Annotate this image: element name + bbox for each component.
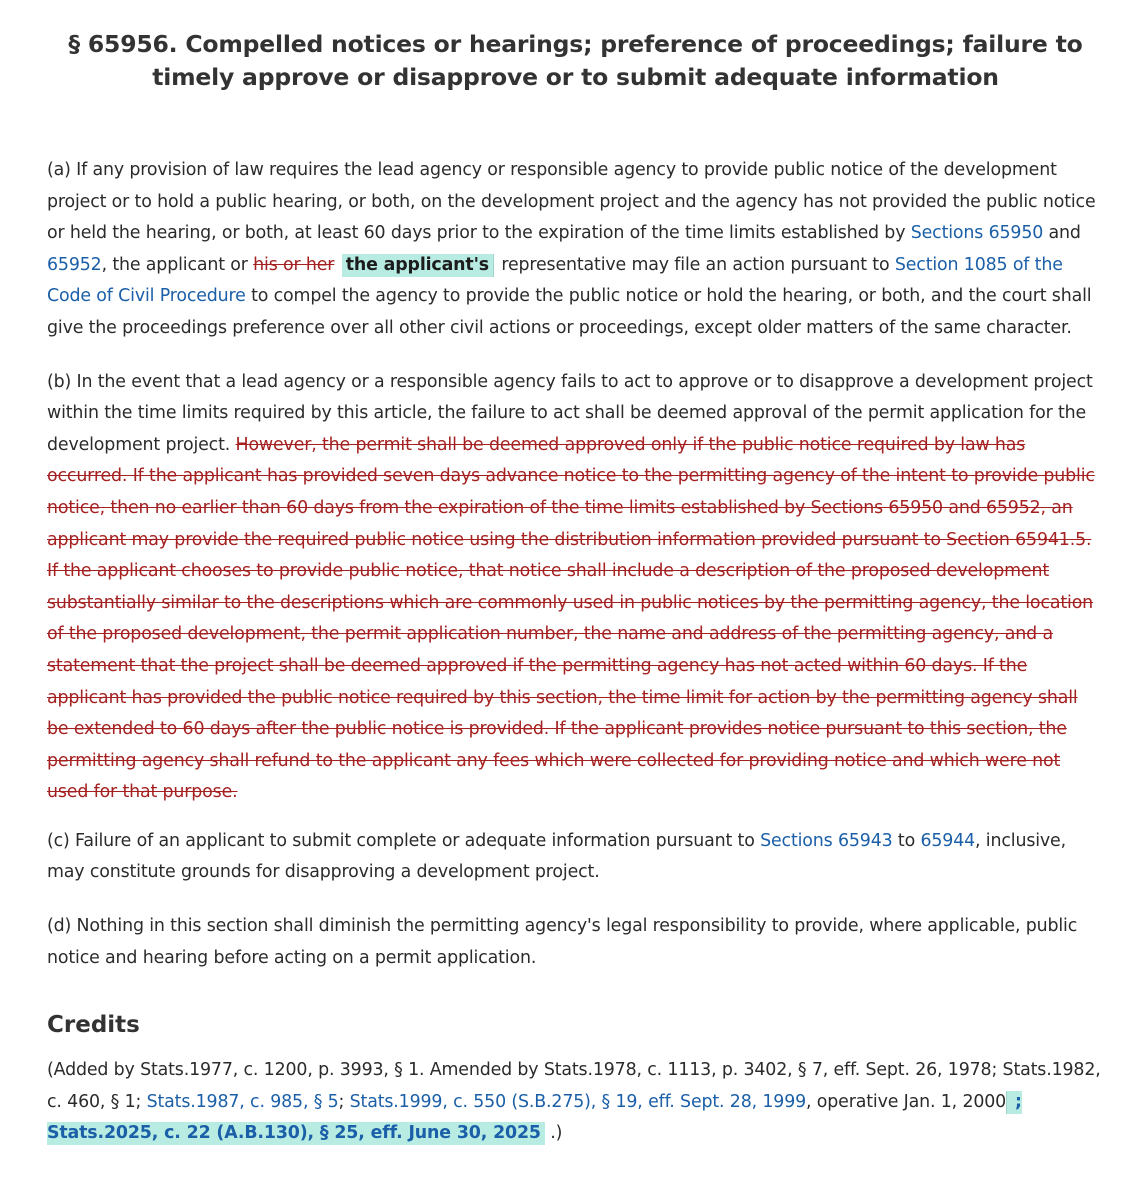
link-section-65952[interactable]: 65952 bbox=[47, 254, 102, 275]
deleted-text-his-or-her: his or her bbox=[253, 254, 335, 275]
link-sections-65943[interactable]: Sections 65943 bbox=[760, 830, 893, 851]
paragraph-c bbox=[47, 826, 1104, 889]
credits-text-2: ; bbox=[338, 1091, 350, 1112]
paragraph-a-text-5: to compel the agency to provide the public notice or hold the hearing, or both, and the court shall give the proceedings preference over all other civil actions or proceedings, except older matters of the same character. bbox=[47, 286, 1092, 338]
credits-text bbox=[47, 1055, 1104, 1150]
credits-text-3: , operative Jan. 1, 2000 bbox=[806, 1091, 1007, 1112]
link-sections-65950[interactable]: Sections 65950 bbox=[910, 223, 1044, 244]
inserted-separator: ; bbox=[1009, 1091, 1022, 1112]
link-stats-2025[interactable]: Stats.2025, c. 22 (A.B.130), § 25, eff. June 30, 2025 bbox=[47, 1123, 541, 1144]
paragraph-c-text-1: (c) Failure of an applicant to submit complete or adequate information pursuant to bbox=[47, 830, 761, 851]
paragraph-b bbox=[47, 367, 1104, 809]
link-stats-1987[interactable]: Stats.1987, c. 985, § 5 bbox=[146, 1091, 339, 1112]
paragraph-a-text-4: representative may file an action pursuant to bbox=[495, 254, 895, 275]
paragraph-c-text-2: to bbox=[892, 830, 921, 851]
link-section-65944[interactable]: 65944 bbox=[920, 830, 976, 851]
paragraph-c-text-3: , inclusive, may constitute grounds for disapproving a development project. bbox=[47, 830, 1066, 883]
paragraph-d-text-1: (d) Nothing in this section shall diminish the permitting agency's legal responsibility to provide, where applicable, public notice and hearing before acting on a permit application. bbox=[47, 916, 1078, 968]
paragraph-d bbox=[47, 911, 1104, 974]
credits-text-1: (Added by Stats.1977, c. 1200, p. 3993, § 1. Amended by Stats.1978, c. 1113, p. 3402, § 7, eff. Sept. 26, 1978; Stats.1982, c. 460, § 1; bbox=[47, 1060, 1101, 1112]
credits-text-4: .) bbox=[544, 1123, 563, 1144]
inserted-text-the-applicants: the applicant's bbox=[342, 254, 494, 277]
paragraph-a bbox=[47, 155, 1104, 345]
page-title: § 65956. Compelled notices or hearings; preference of proceedings; failure to timely approve or disapprove or to submit adequate information bbox=[68, 30, 1083, 91]
paragraph-b-text-1: (b) In the event that a lead agency or a responsible agency fails to act to approve or to disapprove a development project within the time limits required by this article, the failure to act shall be deemed approval of the permit application for the development project. bbox=[47, 371, 1093, 455]
paragraph-a-text-1: (a) If any provision of law requires the lead agency or responsible agency to provide public notice of the development project or to hold a public hearing, or both, on the development project and the agency has not provided the public notice or held the hearing, or both, at least 60 days prior to the expiration of the time limits established by bbox=[47, 160, 1096, 244]
link-section-1085-code-civil-procedure[interactable]: Section 1085 of the Code of Civil Procedure bbox=[47, 254, 1063, 307]
credits-heading: Credits bbox=[47, 1012, 140, 1039]
paragraph-a-text-3: , the applicant or bbox=[101, 254, 254, 275]
paragraph-a-text-2: and bbox=[1043, 223, 1081, 244]
link-stats-1999[interactable]: Stats.1999, c. 550 (S.B.275), § 19, eff. Sept. 28, 1999 bbox=[349, 1091, 807, 1112]
deleted-text-paragraph-b: However, the permit shall be deemed approved only if the public notice required by law has occurred. If the applicant has provided seven days advance notice to the permitting agency of the intent to provide public notice, then no earlier than 60 days from the expiration of the time limits established by Sections 65950 and 65952, an applicant may provide the required public notice using the distribution information provided pursuant to Section 65941.5. If the applicant chooses to provide public notice, that notice shall include a description of the proposed development substantially similar to the descriptions which are commonly used in public notices by the permitting agency, the location of the proposed development, the permit application number, the name and address of the permitting agency, and a statement that the project shall be deemed approved if the permitting agency has not acted within 60 days. If the applicant has provided the public notice required by this section, the time limit for action by the permitting agency shall be extended to 60 days after the public notice is provided. If the applicant provides notice pursuant to this section, the permitting agency shall refund to the applicant any fees which were collected for providing notice and which were not used for that purpose. bbox=[47, 434, 1095, 803]
